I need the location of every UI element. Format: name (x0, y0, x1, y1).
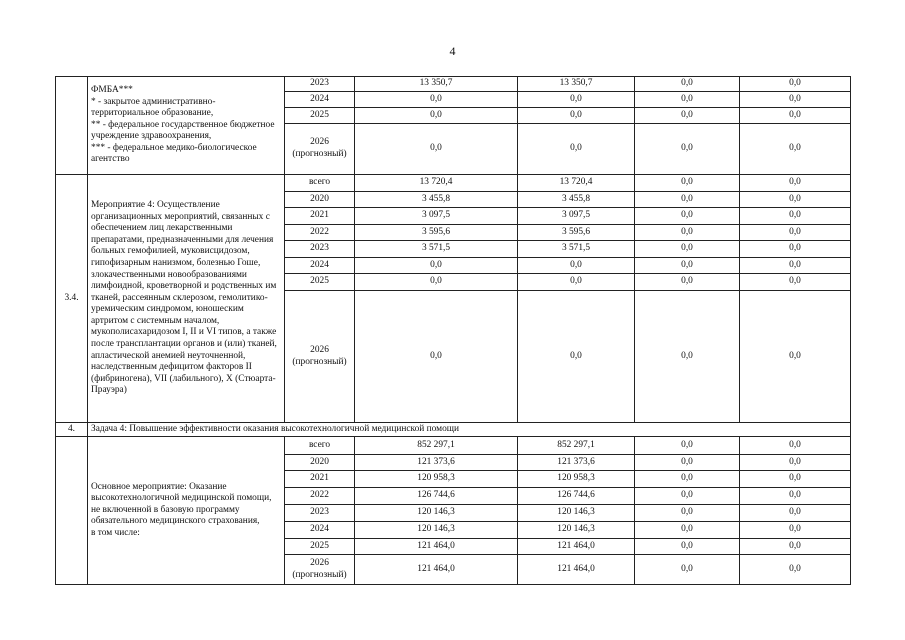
amount-cell: 0,0 (740, 124, 851, 175)
amount-cell: 852 297,1 (518, 437, 635, 455)
amount-cell: 0,0 (635, 208, 740, 225)
row-number (56, 77, 88, 175)
year-cell: 2023 (285, 505, 355, 522)
amount-cell: 0,0 (635, 108, 740, 124)
amount-cell: 3 097,5 (355, 208, 518, 225)
amount-cell: 852 297,1 (355, 437, 518, 455)
amount-cell: 0,0 (740, 555, 851, 585)
amount-cell: 0,0 (635, 77, 740, 92)
amount-cell: 0,0 (635, 522, 740, 539)
amount-cell: 120 146,3 (355, 522, 518, 539)
amount-cell: 3 455,8 (355, 192, 518, 208)
measure-description-text: Мероприятие 4: Осуществление организационных мероприятий, связанных с обеспечением лиц лекарственными препаратами, предназначенными для лечения больных гемофилией, муковисцидозом, гипофизарным нанизмом, болезнью Гоше, злокачественными новообразованиями лимфоидной, кроветворной и родственных им тканей, рассеянным склерозом, гемолитико-уремическим синдромом, юношеским артритом с системным началом, мукополисахаридозом I, II и VI типов, а также после трансплантации органов и (или) тканей, апластической анемией неуточненной, наследственным дефицитом факторов II (фибриногена), VII (лабильного), X (Стюарта-Прауэра) (91, 199, 277, 396)
amount-cell: 0,0 (740, 488, 851, 505)
amount-cell: 0,0 (740, 471, 851, 488)
year-cell: 2024 (285, 92, 355, 108)
amount-cell: 0,0 (740, 108, 851, 124)
budget-table (55, 76, 851, 585)
year-cell: 2020 (285, 455, 355, 471)
amount-cell: 0,0 (518, 291, 635, 423)
amount-cell: 121 464,0 (518, 539, 635, 555)
amount-cell: 121 464,0 (518, 555, 635, 585)
year-cell: 2026 (прогнозный) (285, 555, 355, 585)
row-number: 3.4. (56, 175, 88, 423)
amount-cell: 13 720,4 (355, 175, 518, 192)
year-cell: 2021 (285, 471, 355, 488)
amount-cell: 0,0 (518, 258, 635, 274)
year-cell: всего (285, 437, 355, 455)
amount-cell: 0,0 (518, 108, 635, 124)
year-cell: 2026 (прогнозный) (285, 124, 355, 175)
amount-cell: 0,0 (518, 274, 635, 291)
amount-cell: 0,0 (635, 539, 740, 555)
amount-cell: 121 464,0 (355, 555, 518, 585)
page-number: 4 (449, 44, 456, 58)
year-cell: 2026 (прогнозный) (285, 291, 355, 423)
amount-cell: 0,0 (740, 175, 851, 192)
amount-cell: 0,0 (355, 258, 518, 274)
amount-cell: 0,0 (635, 455, 740, 471)
amount-cell: 0,0 (635, 555, 740, 585)
amount-cell: 0,0 (740, 505, 851, 522)
amount-cell: 3 595,6 (518, 225, 635, 241)
year-cell: 2022 (285, 225, 355, 241)
amount-cell: 13 350,7 (355, 77, 518, 92)
task-title: Задача 4: Повышение эффективности оказания высокотехнологичной медицинской помощи (88, 423, 851, 437)
amount-cell: 120 958,3 (518, 471, 635, 488)
amount-cell: 0,0 (740, 539, 851, 555)
amount-cell: 126 744,6 (518, 488, 635, 505)
amount-cell: 0,0 (740, 192, 851, 208)
row-number: 4. (56, 423, 88, 437)
year-cell: 2022 (285, 488, 355, 505)
year-cell: 2023 (285, 241, 355, 258)
amount-cell: 0,0 (740, 92, 851, 108)
amount-cell: 3 455,8 (518, 192, 635, 208)
amount-cell: 0,0 (740, 77, 851, 92)
amount-cell: 13 350,7 (518, 77, 635, 92)
amount-cell: 0,0 (635, 92, 740, 108)
amount-cell: 0,0 (635, 225, 740, 241)
measure-description (88, 77, 285, 175)
year-cell: 2025 (285, 539, 355, 555)
amount-cell: 0,0 (635, 175, 740, 192)
amount-cell: 3 097,5 (518, 208, 635, 225)
amount-cell: 0,0 (740, 208, 851, 225)
amount-cell: 0,0 (635, 488, 740, 505)
amount-cell: 120 146,3 (518, 522, 635, 539)
table-body (56, 77, 851, 585)
measure-description (88, 175, 285, 423)
amount-cell: 121 373,6 (518, 455, 635, 471)
amount-cell: 0,0 (635, 274, 740, 291)
year-cell: 2025 (285, 274, 355, 291)
amount-cell: 0,0 (740, 241, 851, 258)
amount-cell: 120 146,3 (518, 505, 635, 522)
row-number (56, 437, 88, 585)
measure-description-text: ФМБА*** * - закрытое административно-территориальное образование, ** - федеральное государственное бюджетное учреждение здравоохранения, *** - федеральное медико-биологическое агентство (91, 84, 275, 165)
amount-cell: 0,0 (740, 437, 851, 455)
amount-cell: 0,0 (355, 274, 518, 291)
table-row (56, 77, 851, 92)
amount-cell: 0,0 (518, 124, 635, 175)
amount-cell: 120 958,3 (355, 471, 518, 488)
measure-description-text: Основное мероприятие: Оказание высокотехнологичной медицинской помощи, не включенной в базовую программу обязательного медицинского страхования, в том числе: (91, 481, 272, 538)
amount-cell: 0,0 (635, 291, 740, 423)
amount-cell: 0,0 (740, 522, 851, 539)
amount-cell: 0,0 (635, 471, 740, 488)
task-row (56, 423, 851, 437)
table-row (56, 175, 851, 192)
amount-cell: 3 571,5 (518, 241, 635, 258)
amount-cell: 0,0 (740, 291, 851, 423)
amount-cell: 121 373,6 (355, 455, 518, 471)
table-row (56, 437, 851, 455)
amount-cell: 121 464,0 (355, 539, 518, 555)
amount-cell: 0,0 (740, 225, 851, 241)
amount-cell: 0,0 (355, 108, 518, 124)
amount-cell: 0,0 (635, 258, 740, 274)
amount-cell: 13 720,4 (518, 175, 635, 192)
measure-description (88, 437, 285, 585)
amount-cell: 3 595,6 (355, 225, 518, 241)
amount-cell: 0,0 (518, 92, 635, 108)
amount-cell: 0,0 (635, 505, 740, 522)
year-cell: 2021 (285, 208, 355, 225)
amount-cell: 0,0 (740, 258, 851, 274)
amount-cell: 0,0 (740, 455, 851, 471)
year-cell: 2020 (285, 192, 355, 208)
year-cell: 2025 (285, 108, 355, 124)
year-cell: 2024 (285, 522, 355, 539)
amount-cell: 0,0 (635, 437, 740, 455)
amount-cell: 126 744,6 (355, 488, 518, 505)
amount-cell: 0,0 (635, 192, 740, 208)
year-cell: 2024 (285, 258, 355, 274)
amount-cell: 3 571,5 (355, 241, 518, 258)
amount-cell: 120 146,3 (355, 505, 518, 522)
amount-cell: 0,0 (635, 124, 740, 175)
year-cell: 2023 (285, 77, 355, 92)
amount-cell: 0,0 (355, 291, 518, 423)
amount-cell: 0,0 (355, 124, 518, 175)
amount-cell: 0,0 (355, 92, 518, 108)
amount-cell: 0,0 (740, 274, 851, 291)
year-cell: всего (285, 175, 355, 192)
amount-cell: 0,0 (635, 241, 740, 258)
